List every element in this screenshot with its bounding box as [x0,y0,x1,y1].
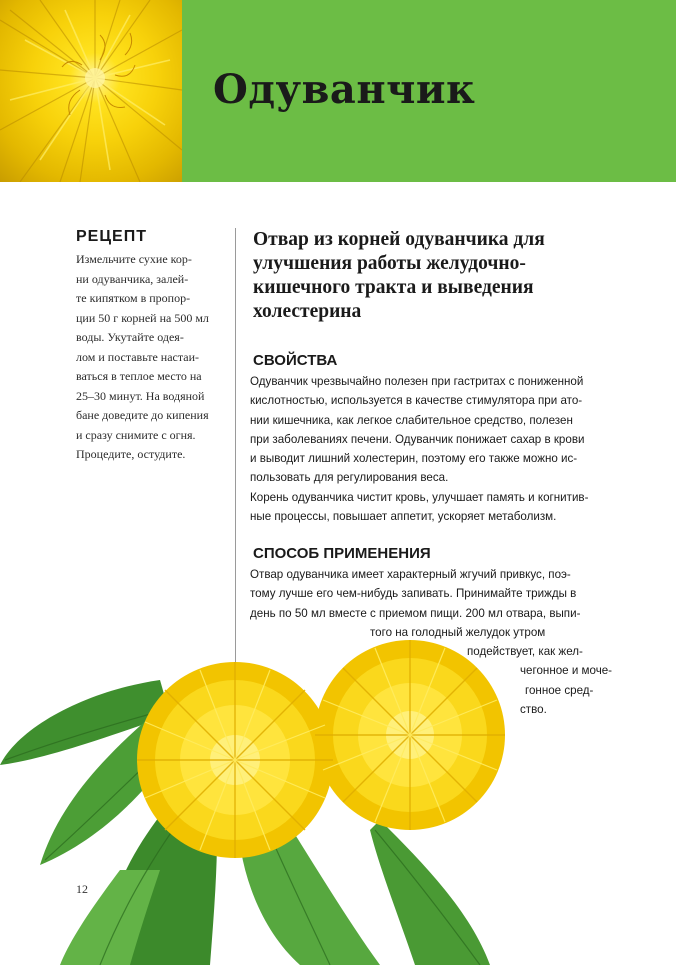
usage-line: ство. [520,703,547,717]
properties-line: ные процессы, повышает аппетит, ускоряет метаболизм. [250,510,557,524]
properties-line: кислотностью, используется в качестве стимулятора при ато- [250,394,583,408]
recipe-line: и сразу снимите с огня. [76,427,196,442]
properties-line: Корень одуванчика чистит кровь, улучшает память и когнитив- [250,490,589,504]
properties-line: пользовать для регулирования веса. [250,471,449,485]
header-dandelion-photo [0,0,182,182]
recipe-line: лом и поставьте настаи- [76,349,199,364]
recipe-line: те кипятком в пропор- [76,291,191,305]
properties-line: Одуванчик чрезвычайно полезен при гастритах с пониженной [250,375,584,388]
usage-line: тому лучше его чем-нибудь запивать. Принимайте трижды в [250,587,577,601]
article-title-line: холестерина [253,301,362,322]
recipe-text [76,250,241,465]
properties-line: и выводит лишний холестерин, поэтому его также можно ис- [250,452,578,466]
usage-heading: СПОСОБ ПРИМЕНЕНИЯ [253,545,431,562]
recipe-line: ции 50 г корней на 500 мл [76,310,209,325]
usage-line: того на голодный желудок утром [370,625,546,639]
properties-line: при заболеваниях печени. Одуванчик понижает сахар в крови [250,432,585,446]
properties-line: нии кишечника, как легкое слабительное средство, полезен [250,413,573,427]
page-title: Одуванчик [213,66,476,113]
recipe-line: Измельчите сухие кор- [76,252,192,266]
page-number: 12 [76,882,88,896]
recipe-line: ваться в теплое место на [76,369,202,383]
recipe-heading: РЕЦЕПТ [76,228,147,245]
usage-line: день по 50 мл вместе с приемом пищи. 200 мл отвара, выпи- [250,606,581,620]
recipe-line: 25–30 минут. На водяной [76,388,205,403]
usage-line: гонное сред- [525,683,594,697]
article-title-line: Отвар из корней одуванчика для [253,229,545,250]
recipe-line: ни одуванчика, залей- [76,271,189,286]
usage-line: подействует, как жел- [467,645,583,659]
article-title-line: улучшения работы желудочно- [253,253,526,274]
recipe-line: воды. Укутайте одея- [76,330,184,344]
usage-line: чегонное и моче- [520,664,613,678]
article-title [253,228,653,324]
usage-line: Отвар одуванчика имеет характерный жгучий привкус, поэ- [250,568,571,581]
dandelion-closeup-image [0,0,182,182]
recipe-line: Процедите, остудите. [76,447,186,461]
recipe-line: бане доведите до кипения [76,408,209,422]
article-title-line: кишечного тракта и выведения [253,277,534,298]
properties-heading: СВОЙСТВА [253,352,338,369]
properties-text [250,372,588,526]
dandelion-illustration [0,620,600,965]
